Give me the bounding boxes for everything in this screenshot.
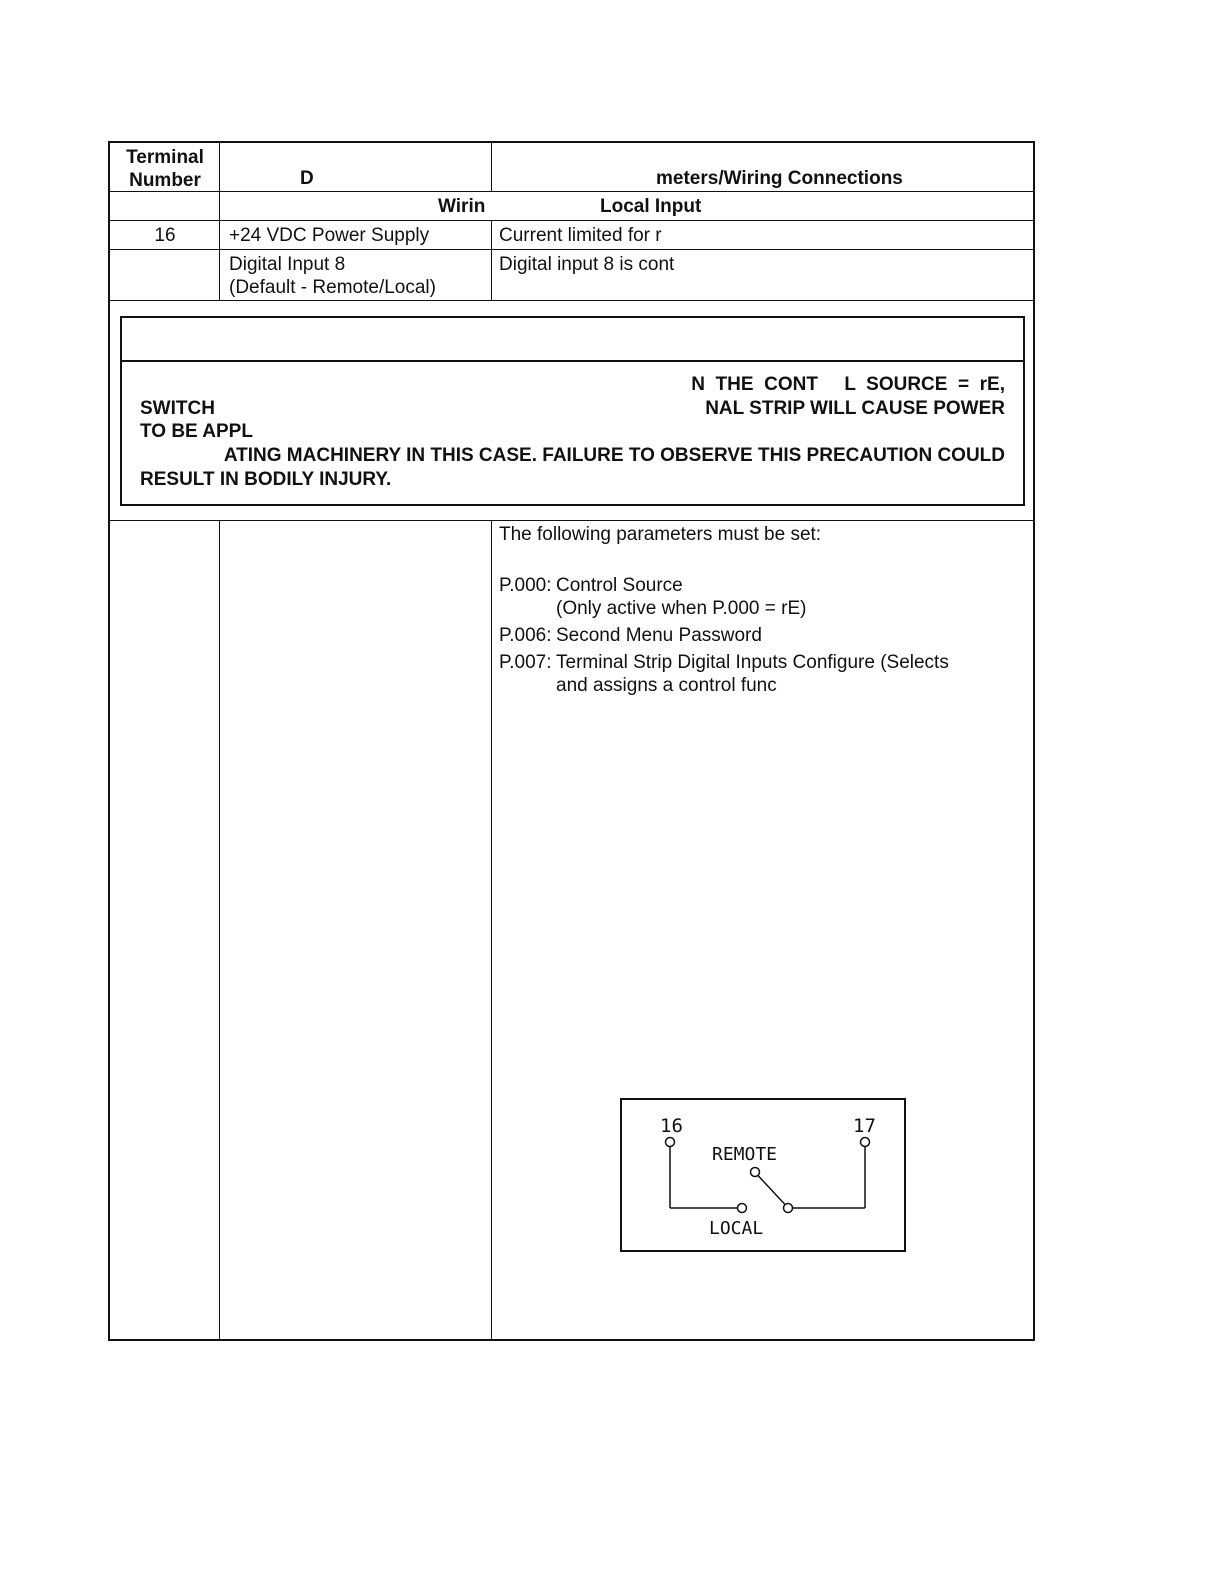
param-p000-text: Control Source: [556, 575, 683, 596]
switch-diagram-svg: [622, 1100, 904, 1250]
warning-box: [120, 316, 1025, 506]
terminal-16-label: 16: [660, 1115, 683, 1137]
section-title-right: Local Input: [600, 196, 702, 217]
param-p007-text2: and assigns a control func: [556, 675, 777, 696]
remote-local-switch-diagram: [620, 1098, 906, 1252]
col1-divider-lower: [219, 520, 220, 1339]
header-description: D: [300, 168, 314, 189]
col2-divider-upper: [491, 220, 492, 300]
header-terminal-number: [110, 146, 220, 192]
col2-divider-header: [491, 143, 492, 191]
row2-description-line1: Digital Input 8: [229, 254, 346, 275]
section-divider: [110, 220, 1033, 221]
col2-divider-lower: [491, 520, 492, 1339]
header-terminal-line2: Number: [129, 170, 201, 191]
header-parameters: meters/Wiring Connections: [656, 168, 903, 189]
param-p006-text: Second Menu Password: [556, 625, 762, 646]
warning-line1: N THE CONT L SOURCE = rE,: [691, 374, 1005, 395]
terminal-17-circle: [861, 1138, 870, 1147]
row1-divider: [110, 249, 1033, 250]
row2-divider: [110, 300, 1033, 301]
remote-contact-circle: [751, 1168, 760, 1177]
warning-line3: TO BE APPL: [140, 421, 253, 442]
warning-line2-left: SWITCH: [140, 398, 215, 419]
row2-description-line2: (Default - Remote/Local): [229, 277, 436, 298]
row1-description: +24 VDC Power Supply: [229, 225, 430, 246]
section-title-left: Wirin: [438, 196, 486, 217]
header-divider: [110, 191, 1033, 192]
warning-line4: ATING MACHINERY IN THIS CASE. FAILURE TO OBSERVE THIS PRECAUTION COULD: [223, 445, 1005, 466]
parameters-intro: The following parameters must be set:: [499, 524, 822, 545]
param-p000-note: (Only active when P.000 = rE): [556, 598, 807, 619]
row2-description: [229, 253, 436, 299]
terminal-16-circle: [666, 1138, 675, 1147]
row2-details: Digital input 8 is cont: [499, 254, 675, 275]
param-p000-code: P.000:: [499, 575, 552, 596]
local-label: LOCAL: [709, 1218, 764, 1239]
terminal-17-label: 17: [853, 1115, 876, 1137]
row1-terminal: 16: [154, 225, 176, 246]
remote-label: REMOTE: [712, 1144, 778, 1165]
param-p006-code: P.006:: [499, 625, 552, 646]
param-p007-text: Terminal Strip Digital Inputs Configure (Selects: [556, 652, 949, 673]
common-contact-circle: [784, 1204, 793, 1213]
terminal-table: [108, 141, 1035, 1341]
warning-bottom-divider: [110, 520, 1033, 521]
warning-header: [122, 318, 1023, 362]
header-terminal-line1: Terminal: [126, 147, 204, 168]
warning-line2-right: NAL STRIP WILL CAUSE POWER: [705, 398, 1005, 419]
row1-details: Current limited for r: [499, 225, 662, 246]
switch-blade: [758, 1176, 785, 1205]
local-contact-circle: [738, 1204, 747, 1213]
warning-line5: RESULT IN BODILY INJURY.: [140, 469, 392, 490]
param-p007-code: P.007:: [499, 652, 552, 673]
col1-divider-upper-a: [219, 143, 220, 300]
